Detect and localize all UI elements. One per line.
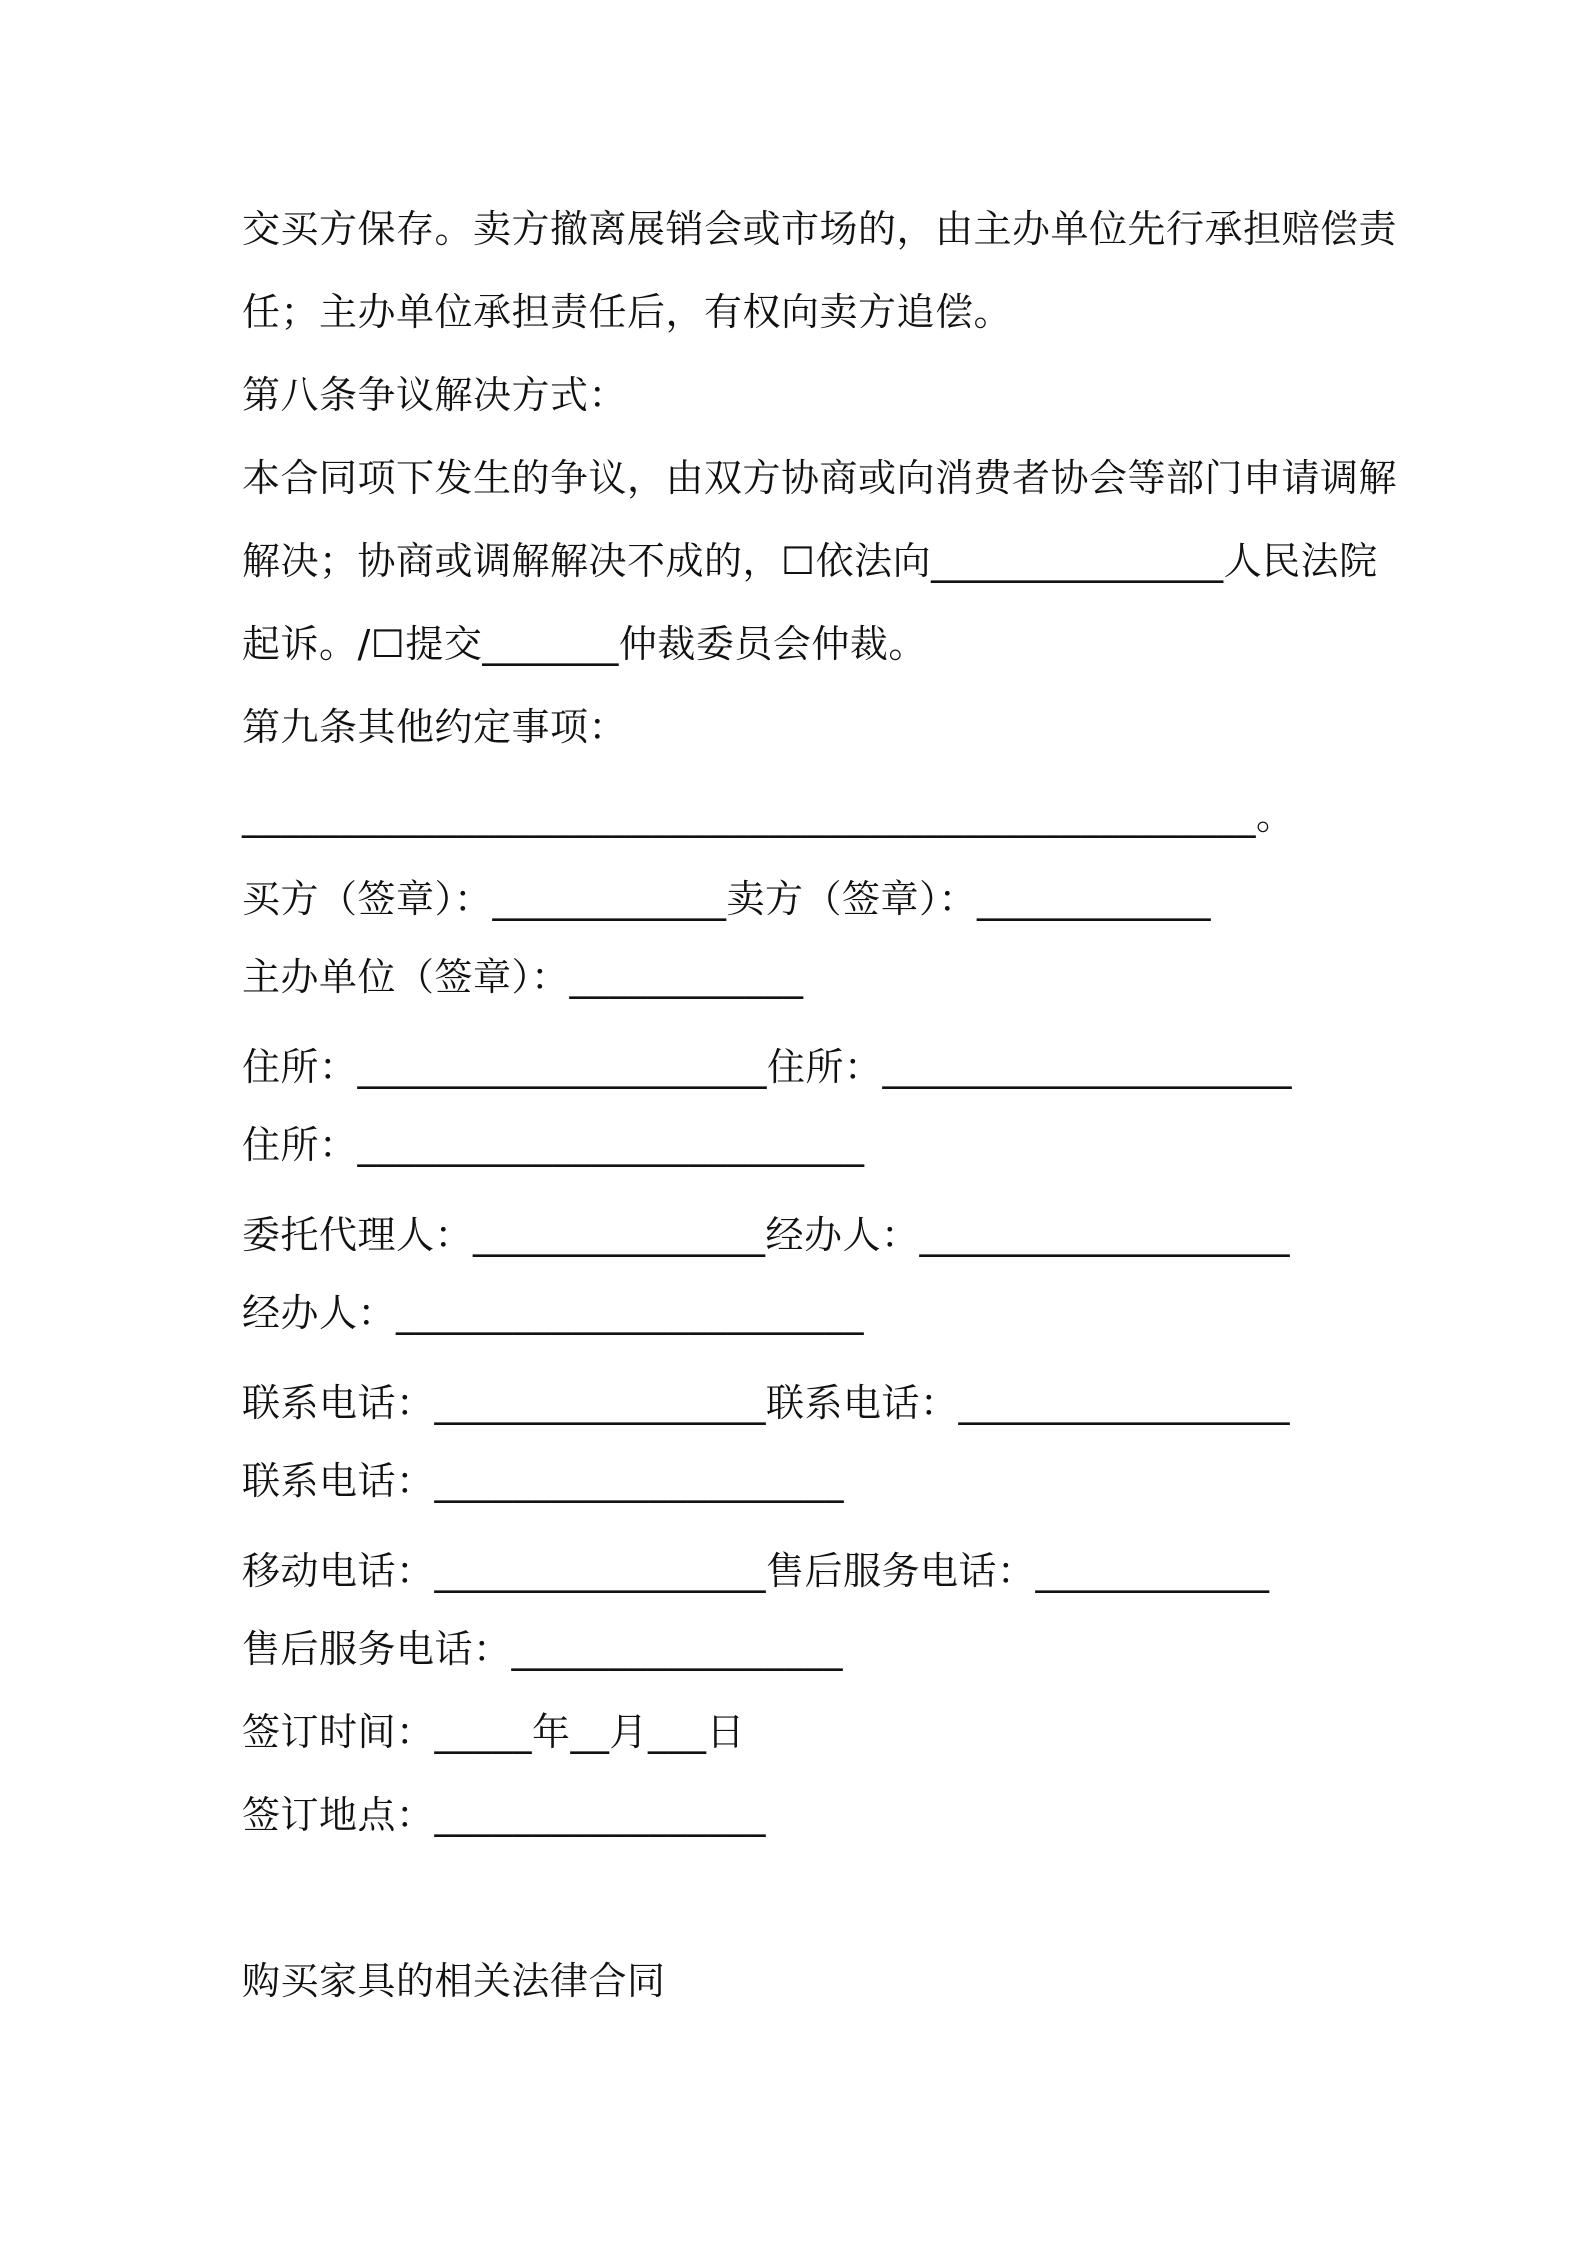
document-title: 购买家具的相关法律合同: [242, 1959, 666, 2003]
address-line-2: 住所：__________________________: [242, 1123, 865, 1167]
other-terms-blank-line: ____________________________________________________。: [242, 794, 1295, 838]
signing-date-line: 签订时间：_____年__月___日: [242, 1710, 746, 1754]
text-line-4: 本合同项下发生的争议，由双方协商或向消费者协会等部门申请调解: [242, 456, 1398, 500]
handler-line: 经办人：________________________: [242, 1291, 865, 1335]
article-9-heading: 第九条其他约定事项：: [242, 705, 628, 749]
text-line-5: 解决；协商或调解解决不成的，☐依法向_______________人民法院: [242, 539, 1378, 583]
phone-line-2: 联系电话：_____________________: [242, 1459, 845, 1503]
address-line-1: 住所：_____________________住所：_____________________: [242, 1045, 1293, 1089]
phone-line-1: 联系电话：_________________联系电话：_________________: [242, 1381, 1291, 1425]
text-line-2: 任；主办单位承担责任后，有权向卖方追偿。: [242, 290, 1013, 334]
text-line-6: 起诉。/☐提交_______仲裁委员会仲裁。: [242, 622, 927, 666]
signature-buyer-seller: 买方（签章）：____________卖方（签章）：____________: [242, 877, 1212, 921]
signature-organizer: 主办单位（签章）：____________: [242, 955, 804, 999]
service-phone-line: 售后服务电话：_________________: [242, 1627, 844, 1671]
agent-handler-line: 委托代理人：_______________经办人：___________________: [242, 1213, 1291, 1257]
signing-place-line: 签订地点：_________________: [242, 1793, 767, 1837]
text-line-1: 交买方保存。卖方撤离展销会或市场的，由主办单位先行承担赔偿责: [242, 207, 1398, 251]
article-8-heading: 第八条争议解决方式：: [242, 373, 628, 417]
mobile-service-line: 移动电话：_________________售后服务电话：____________: [242, 1549, 1270, 1593]
